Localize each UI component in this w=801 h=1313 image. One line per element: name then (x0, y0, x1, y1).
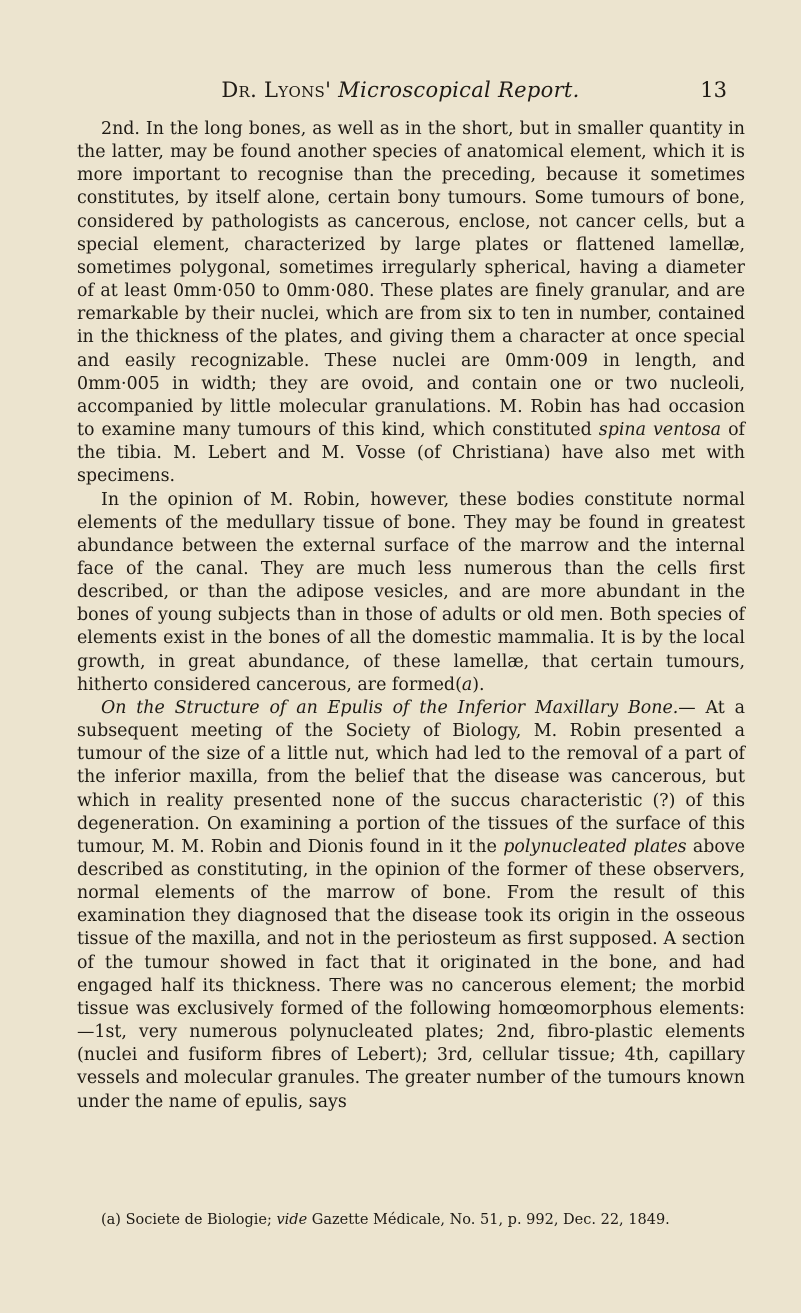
footnote: (a) Societe de Biologie; vide Gazette Médicale, No. 51, p. 992, Dec. 22, 1849. (101, 1212, 670, 1228)
page-number: 13 (700, 78, 727, 102)
footnote-ref: a (461, 674, 473, 695)
body-text (77, 118, 745, 1114)
paragraph-3: On the Structure of an Epulis of the Inferior Maxillary Bone.— At a subsequent meeting of the Society of Biology, M. Robin presented a tumour of the size of a little nut, which had led to the removal of a part of the inferior maxilla, from the belief that the disease was cancerous, but which in reality presented none of the succus characteristic (?) of this degeneration. On examining a portion of the tissues of the surface of this tumour, M. M. Robin and Dionis found in it the polynucleated plates above described as constituting, in the opinion of the former of these observers, normal elements of the marrow of bone. From the result of this examination they diagnosed that the disease took its origin in the osseous tissue of the maxilla, and not in the periosteum as first supposed. A section of the tumour showed in fact that it originated in the bone, and had engaged half its thickness. There was no cancerous element; the morbid tissue was exclusively formed of the following homœomorphous elements:—1st, very numerous polynucleated plates; 2nd, fibro-plastic elements (nuclei and fusiform fibres of Lebert); 3rd, cellular tissue; 4th, capillary vessels and molecular granules. The greater number of the tumours known under the name of epulis, says (77, 697, 746, 1112)
header-title: Microscopical Report. (338, 78, 580, 102)
italic-term: spina ventosa (598, 420, 722, 441)
running-header (0, 78, 801, 112)
running-title (0, 78, 801, 102)
paragraph-1: 2nd. In the long bones, as well as in the short, but in smaller quantity in the latter, may be found another species of anatomical element, which it is more important to recognise than the preceding, because it sometimes constitutes, by itself alone, certain bony tumours. Some tumours of bone, considered by pathologists as cancerous, enclose, not cancer cells, but a special element, characterized by large plates or flattened lamellæ, sometimes polygonal, sometimes irregularly spherical, having a diameter of at least 0mm·050 to 0mm·080. These plates are finely granular, and are remarkable by their nuclei, which are from six to ten in number, contained in the thickness of the plates, and giving them a character at once special and easily recognizable. These nuclei are 0mm·009 in length, and 0mm·005 in width; they are ovoid, and contain one or two nucleoli, accompanied by little molecular granulations. M. Robin has had occasion to examine many tumours of this kind, which constituted spina ventosa of the tibia. M. Lebert and M. Vosse (of Christiana) have also met with specimens. (77, 119, 745, 487)
section-heading: On the Structure of an Epulis of the Inferior Maxillary Bone. (101, 697, 679, 718)
paragraph-2: In the opinion of M. Robin, however, these bodies constitute normal elements of the medullary tissue of bone. They may be found in greatest abundance between the external surface of the marrow and the internal face of the canal. They are much less numerous than the cells first described, or than the adipose vesicles, and are more abundant in the bones of young subjects than in those of adults or old men. Both species of elements exist in the bones of all the domestic mammalia. It is by the local growth, in great abundance, of these lamellæ, that certain tumours, hitherto considered cancerous, are formed(a). (77, 489, 745, 695)
header-author: Dr. Lyons' (221, 78, 332, 102)
italic-term: polynucleated plates (503, 836, 687, 857)
